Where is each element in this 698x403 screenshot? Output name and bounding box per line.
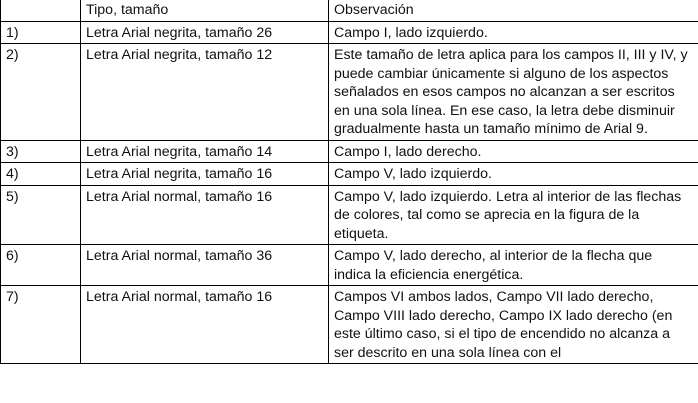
- table-row: [1, 21, 698, 44]
- row-number: 5): [1, 185, 81, 245]
- row-observacion: Campo I, lado izquierdo.: [329, 21, 698, 44]
- table-row: [1, 286, 698, 364]
- row-number: 2): [1, 44, 81, 141]
- table-row: [1, 185, 698, 245]
- table-row: [1, 44, 698, 141]
- row-observacion: Campo V, lado izquierdo.: [329, 163, 698, 186]
- header-observacion: Observación: [329, 0, 698, 21]
- row-tipo: Letra Arial negrita, tamaño 26: [81, 21, 329, 44]
- row-number: 1): [1, 21, 81, 44]
- row-tipo: Letra Arial negrita, tamaño 14: [81, 140, 329, 163]
- row-tipo: Letra Arial negrita, tamaño 16: [81, 163, 329, 186]
- table-row: [1, 163, 698, 186]
- row-number: 7): [1, 286, 81, 364]
- row-observacion: Campo V, lado izquierdo. Letra al interior de las flechas de colores, tal como se aprecia en la figura de la etiqueta.: [329, 185, 698, 245]
- row-tipo: Letra Arial normal, tamaño 16: [81, 185, 329, 245]
- row-observacion: Campos VI ambos lados, Campo VII lado derecho, Campo VIII lado derecho, Campo IX lado derecho (en este último caso, si el tipo de encendido no alcanza a ser descrito en una sola línea con el: [329, 286, 698, 364]
- row-observacion: Campo I, lado derecho.: [329, 140, 698, 163]
- row-tipo: Letra Arial normal, tamaño 36: [81, 245, 329, 286]
- table-row: [1, 140, 698, 163]
- header-tipo-tamano: Tipo, tamaño: [81, 0, 329, 21]
- row-number: 6): [1, 245, 81, 286]
- row-number: 4): [1, 163, 81, 186]
- row-observacion: Campo V, lado derecho, al interior de la flecha que indica la eficiencia energética.: [329, 245, 698, 286]
- table-header-row: [1, 0, 698, 21]
- header-number: [1, 0, 81, 21]
- row-tipo: Letra Arial negrita, tamaño 12: [81, 44, 329, 141]
- table-row: [1, 245, 698, 286]
- row-observacion: Este tamaño de letra aplica para los campos II, III y IV, y puede cambiar únicamente si alguno de los aspectos señalados en esos campos no alcanzan a ser escritos en una sola línea. En ese caso, la letra debe disminuir gradualmente hasta un tamaño mínimo de Arial 9.: [329, 44, 698, 141]
- row-number: 3): [1, 140, 81, 163]
- row-tipo: Letra Arial normal, tamaño 16: [81, 286, 329, 364]
